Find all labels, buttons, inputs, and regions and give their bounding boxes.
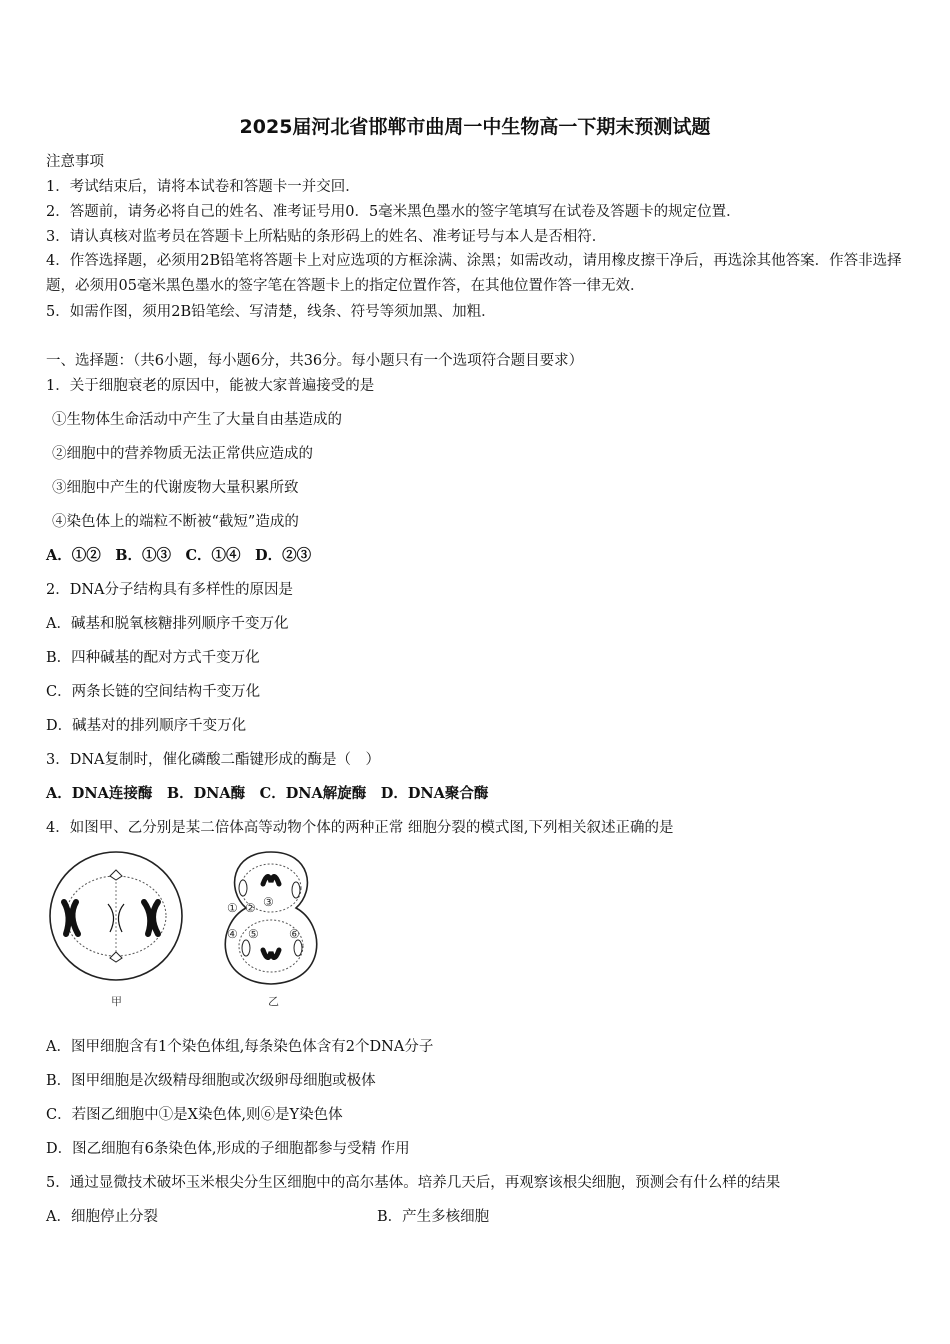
- question-stem: 5．通过显微技术破坏玉米根尖分生区细胞中的高尔基体。培养几天后，再观察该根尖细胞，预测会有什么样的结果: [46, 1175, 781, 1191]
- chromosome-label-4: ④: [227, 927, 238, 941]
- answer-option: C．两条长链的空间结构千变万化: [46, 684, 261, 700]
- notice-item: 5．如需作图，须用2B铅笔绘、写清楚，线条、符号等须加黑、加粗．: [46, 304, 496, 320]
- chromosome-label-6: ⑥: [289, 927, 300, 941]
- answer-options: A．DNA连接酶 B．DNA酶 C．DNA解旋酶 D．DNA聚合酶: [46, 785, 489, 802]
- statement: ①生物体生命活动中产生了大量自由基造成的: [52, 412, 342, 428]
- notice-item: 4．作答选择题，必须用2B铅笔将答题卡上对应选项的方框涂满、涂黑；如需改动，请用橡皮擦干净后，再选涂其他答案．作答非选择题，必须用05毫米黑色墨水的签字笔在答题卡上的指定位置作答，在其他位置作答一律无效．: [46, 253, 902, 294]
- answer-option: B．产生多核细胞: [377, 1209, 490, 1225]
- answer-option: D．图乙细胞有6条染色体,形成的子细胞都参与受精 作用: [46, 1141, 410, 1157]
- answer-option: A．碱基和脱氧核糖排列顺序千变万化: [46, 616, 289, 632]
- statement: ④染色体上的端粒不断被“截短”造成的: [52, 514, 299, 530]
- answer-options: A．①② B．①③ C．①④ D．②③: [46, 547, 312, 564]
- answer-option: B．四种碱基的配对方式千变万化: [46, 650, 260, 666]
- statement: ②细胞中的营养物质无法正常供应造成的: [52, 446, 313, 462]
- chromosome-label-3: ③: [263, 895, 274, 909]
- page-title: 2025届河北省邯郸市曲周一中生物高一下期末预测试题: [239, 116, 711, 138]
- figure-label-jia: 甲: [111, 995, 122, 1008]
- statement: ③细胞中产生的代谢废物大量积累所致: [52, 480, 299, 496]
- question-stem: 2．DNA分子结构具有多样性的原因是: [46, 582, 294, 598]
- question-stem: 3．DNA复制时，催化磷酸二酯键形成的酶是（ ）: [46, 752, 381, 768]
- answer-option: D．碱基对的排列顺序千变万化: [46, 718, 247, 734]
- notice-item: 2．答题前，请务必将自己的姓名、准考证号用0．5毫米黑色墨水的签字笔填写在试卷及答题卡的规定位置．: [46, 204, 741, 220]
- answer-option: A．细胞停止分裂: [46, 1209, 158, 1225]
- figure-label-yi: 乙: [268, 995, 279, 1008]
- section-heading: 一、选择题：（共6小题，每小题6分，共36分。每小题只有一个选项符合题目要求）: [46, 353, 584, 369]
- answer-option: C．若图乙细胞中①是X染色体,则⑥是Y染色体: [46, 1107, 343, 1123]
- cell-jia-diagram: [50, 852, 182, 980]
- question-stem: 1．关于细胞衰老的原因中，能被大家普遍接受的是: [46, 378, 375, 394]
- notice-heading: 注意事项: [46, 154, 104, 170]
- answer-option: B．图甲细胞是次级精母细胞或次级卵母细胞或极体: [46, 1073, 376, 1089]
- chromosome-label-5: ⑤: [248, 927, 259, 941]
- cell-division-figure: [46, 850, 346, 1010]
- chromosome-label-2: ②: [245, 901, 256, 915]
- notice-item: 1．考试结束后，请将本试卷和答题卡一并交回．: [46, 179, 360, 195]
- notice-item: 3．请认真核对监考员在答题卡上所粘贴的条形码上的姓名、准考证号与本人是否相符．: [46, 229, 607, 245]
- question-stem: 4．如图甲、乙分别是某二倍体高等动物个体的两种正常 细胞分裂的模式图,下列相关叙述正确的是: [46, 820, 674, 836]
- answer-option: A．图甲细胞含有1个染色体组,每条染色体含有2个DNA分子: [46, 1039, 434, 1055]
- cell-yi-diagram: [225, 852, 316, 984]
- chromosome-label-1: ①: [227, 901, 238, 915]
